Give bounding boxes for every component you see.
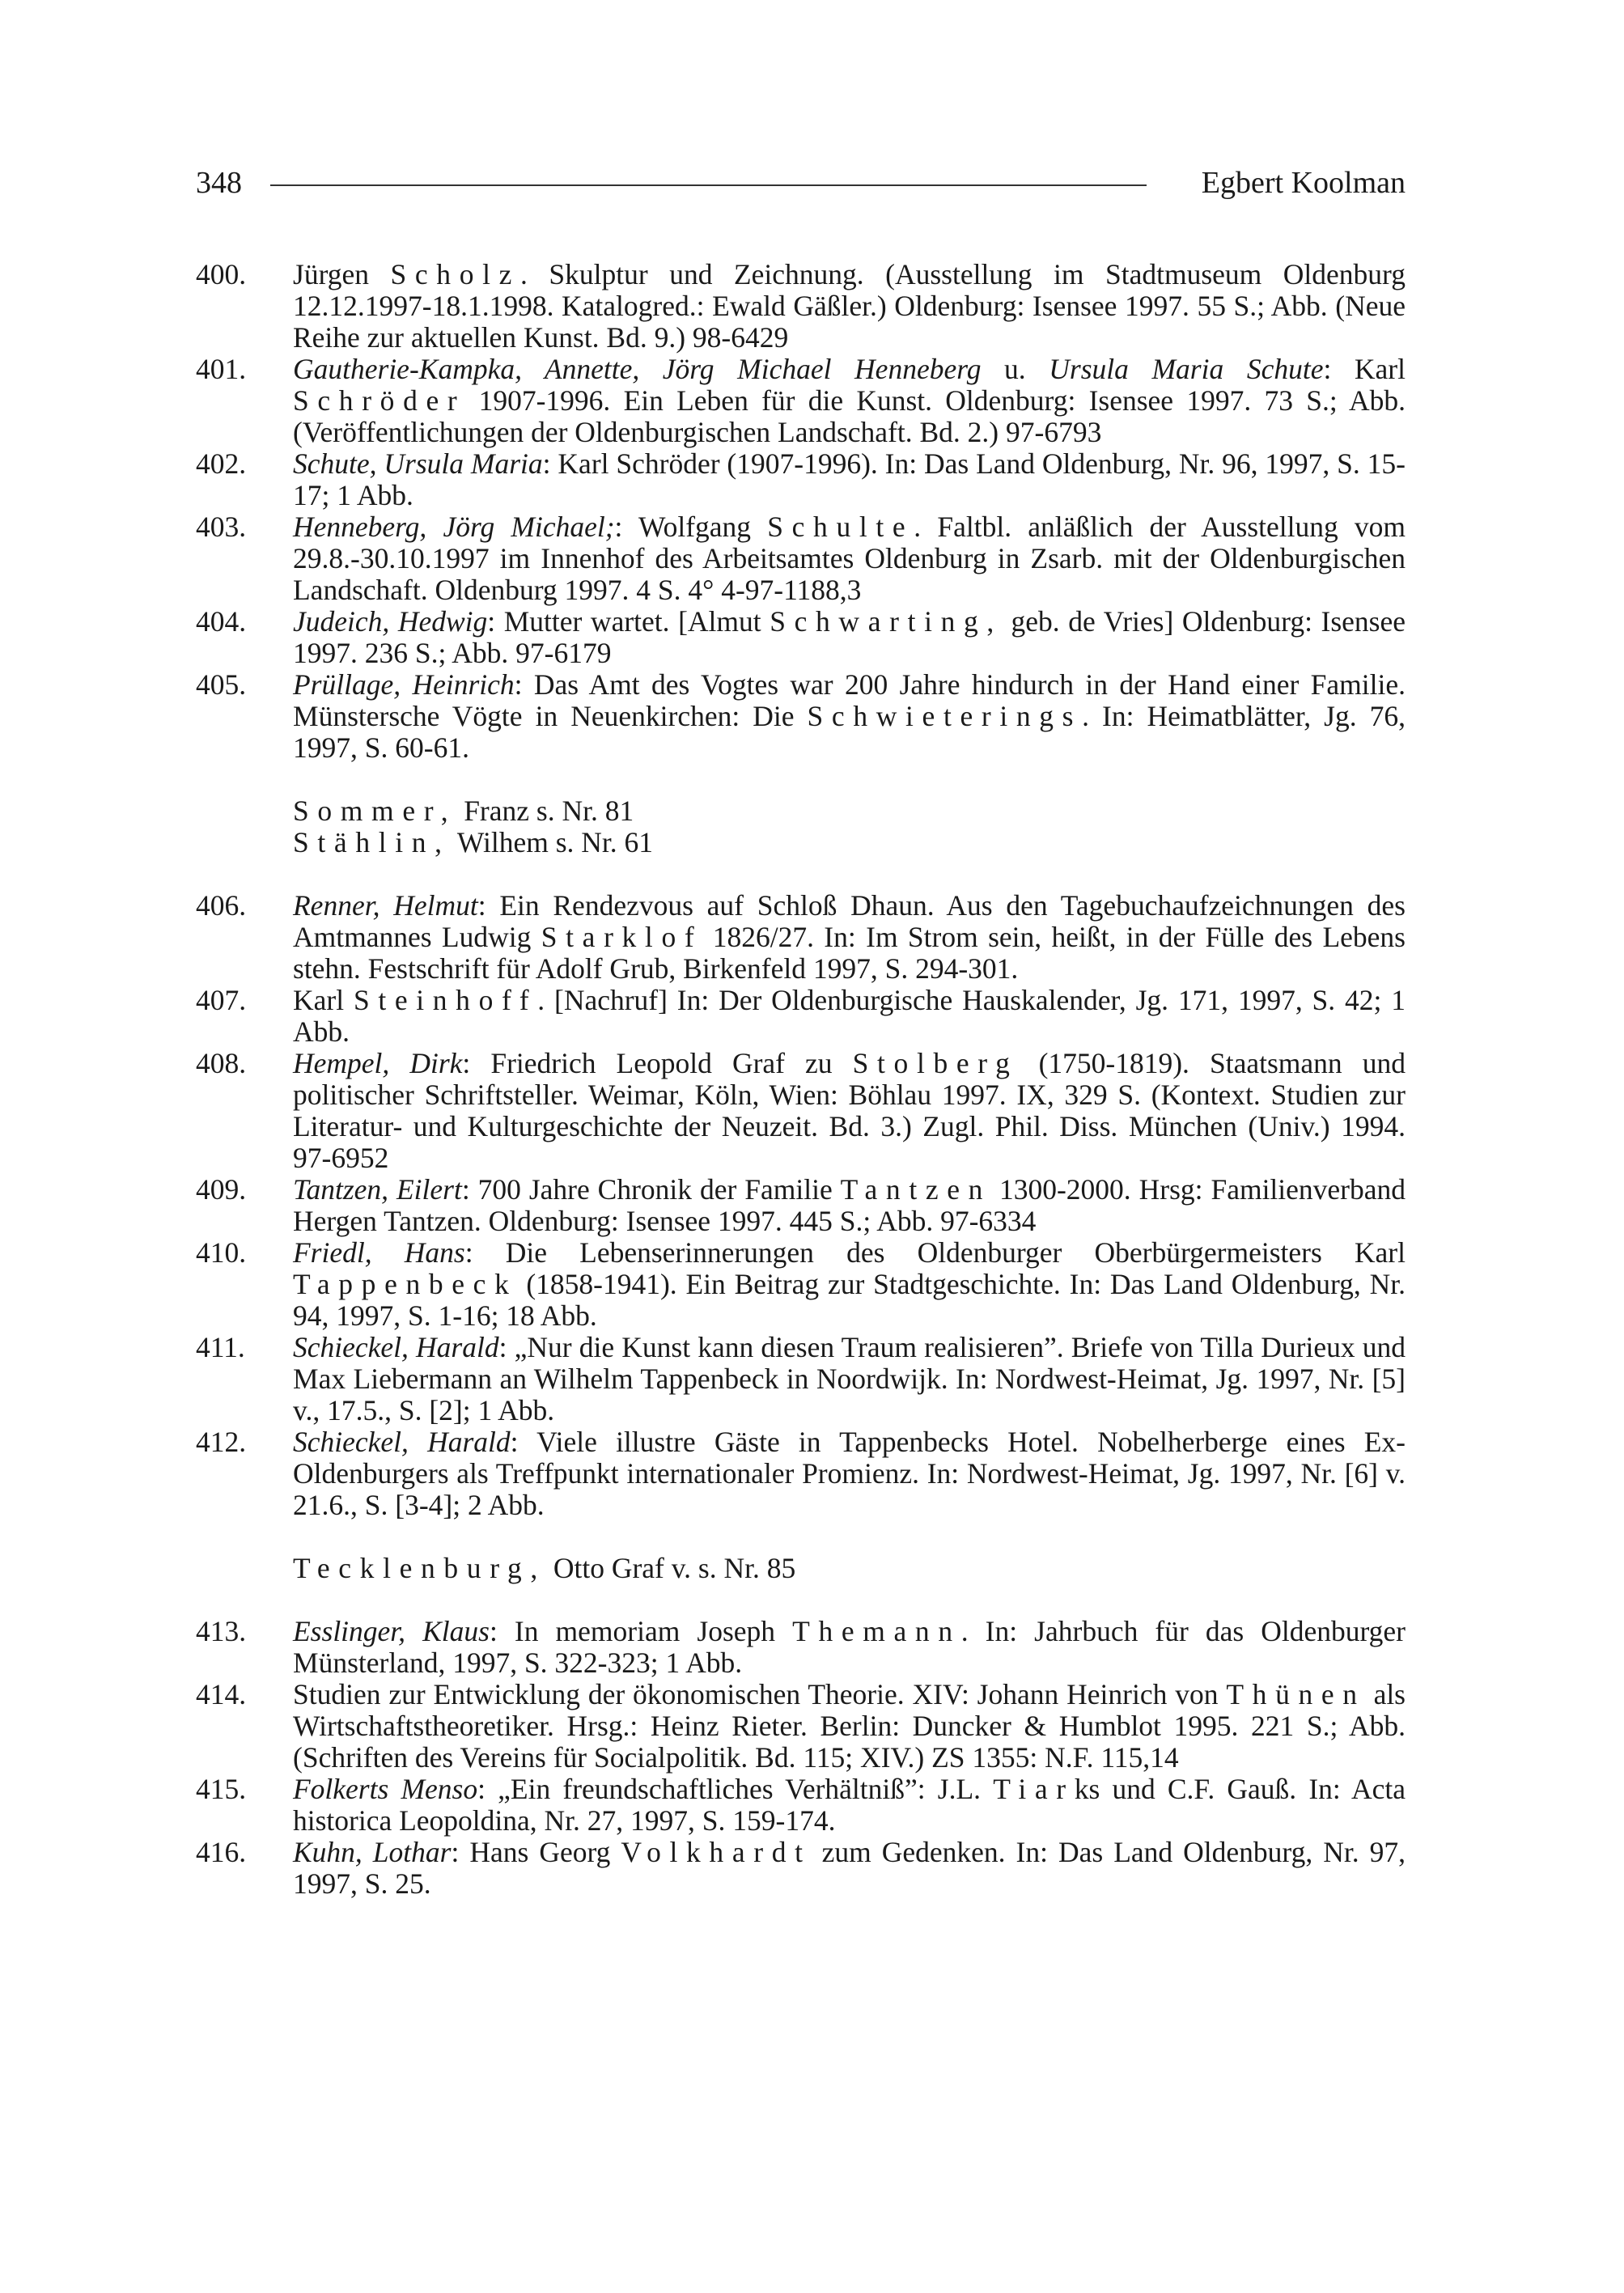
entry-text [293, 606, 1406, 669]
author-name: Schieckel, Harald [293, 1331, 499, 1363]
entry-text-part: : 700 Jahre Chronik der Familie [461, 1173, 841, 1206]
bibliography-entry [196, 1174, 1406, 1237]
bibliography-entry [196, 606, 1406, 669]
entry-number: 413. [196, 1615, 247, 1647]
bibliography-entry [196, 259, 1406, 354]
cross-reference-name: Tecklenburg, [293, 1552, 546, 1584]
entry-text-part: : Hans Georg [451, 1836, 621, 1868]
entry-text-part: 1300-2000. Hrsg: Familienverband Hergen Tantzen. Oldenburg: Isensee 1997. 445 S.; Abb. 97-6334 [293, 1173, 1406, 1237]
entry-text [293, 1048, 1406, 1174]
entry-text-part: als Wirtschaftstheoretiker. Hrsg.: Heinz Rieter. Berlin: Duncker & Humblot 1995. 221 S.; Abb. (Schriften des Vereins für Socialpolitik. Bd. 115; XIV.) ZS 1355: N.F. 115,14 [293, 1678, 1406, 1774]
entry-text-part: : „Nur die Kunst kann diesen Traum realisieren”. Briefe von Tilla Durieux und Max Liebermann an Wilhelm Tappenbeck in Noordwijk. In: Nordwest-Heimat, Jg. 1997, Nr. [5] v., 17.5., S. [2]; 1 Abb. [293, 1331, 1406, 1426]
entry-number: 411. [196, 1331, 245, 1363]
entry-text [293, 1426, 1406, 1521]
bibliography-entry [196, 985, 1406, 1048]
header-rule [270, 184, 1147, 186]
entry-text-part: . Skulptur und Zeichnung. (Ausstellung im Stadtmuseum Oldenburg 12.12.1997-18.1.1998. Katalogred.: Ewald Gäßler.) Oldenburg: Isensee 1997. 55 S.; Abb. (Neue Reihe zur aktuellen Kunst. Bd. 9.) 98-6429 [293, 258, 1406, 354]
entry-text-part: ks und C.F. Gauß. In: Acta historica Leopoldina, Nr. 27, 1997, S. 159-174. [293, 1773, 1406, 1837]
entry-text-part: : Mutter wartet. [Almut [487, 605, 770, 638]
cross-reference-name: Stählin, [293, 826, 451, 858]
entry-text [293, 354, 1406, 448]
entry-text-part: : Ein Rendezvous auf Schloß Dhaun. Aus den Tagebuchaufzeichnungen des Amtmannes Ludwig [293, 889, 1406, 953]
author-name: Esslinger, Klaus [293, 1615, 490, 1647]
entry-text [293, 890, 1406, 985]
subject-name: Thünen [1226, 1678, 1366, 1710]
author-name: Kuhn, Lothar [293, 1836, 452, 1868]
subject-name: Tappenbeck [293, 1268, 518, 1300]
entry-text-part: : Viele illustre Gäste in Tappenbecks Hotel. Nobelherberge eines Ex-Oldenburgers als Treffpunkt internationaler Promienz. In: Nordwest-Heimat, Jg. 1997, Nr. [6] v. 21.6., S. [3-4]; 2 Abb. [293, 1426, 1406, 1521]
entry-text [293, 985, 1406, 1048]
entry-text-part: : Das Amt des Vogtes war 200 Jahre hindurch in der Hand einer Familie. Münstersche Vögte in Neuenkirchen: Die [293, 668, 1406, 732]
entry-text-part: Karl [293, 984, 354, 1016]
cross-reference [196, 827, 1406, 858]
entry-text [293, 259, 1406, 354]
running-head: Egbert Koolman [1201, 166, 1406, 200]
bibliography-entry [196, 1774, 1406, 1837]
cross-reference-name: Sommer, [293, 795, 457, 827]
author-name: Schute, Ursula Maria [293, 447, 543, 480]
bibliography-entry [196, 1048, 1406, 1174]
entry-text [293, 1174, 1406, 1237]
entry-text [293, 1616, 1406, 1679]
author-name: Ursula Maria Schute [1049, 353, 1324, 385]
entry-text [293, 1679, 1406, 1774]
subject-name: Volkhardt [621, 1836, 812, 1868]
entry-number: 407. [196, 984, 247, 1016]
bibliography-entry [196, 669, 1406, 764]
entry-text-part: . Faltbl. anläßlich der Ausstellung vom 29.8.-30.10.1997 im Innenhof des Arbeitsamtes Oldenburg in Zsarb. mit der Oldenburgischen Landschaft. Oldenburg 1997. 4 S. 4° 4-97-1188,3 [293, 511, 1406, 606]
entry-text [293, 1837, 1406, 1900]
subject-name: Schulte [767, 511, 914, 543]
entry-text-part: : Wolfgang [614, 511, 768, 543]
bibliography-list [196, 259, 1406, 1900]
entry-number: 401. [196, 353, 247, 385]
entry-number: 416. [196, 1836, 247, 1868]
bibliography-entry [196, 1616, 1406, 1679]
entry-number: 404. [196, 605, 247, 638]
section-gap [196, 1521, 1406, 1553]
entry-text-part: 1826/27. In: Im Strom sein, heißt, in der Fülle des Lebens stehn. Festschrift für Adolf Grub, Birkenfeld 1997, S. 294-301. [293, 921, 1406, 985]
entry-text-part: . In: Heimatblätter, Jg. 76, 1997, S. 60-61. [293, 700, 1406, 764]
entry-text-part: (1750-1819). Staatsmann und politischer Schriftsteller. Weimar, Köln, Wien: Böhlau 1997. IX, 329 S. (Kontext. Studien zur Literatur- und Kulturgeschichte der Neuzeit. Bd. 3.) Zugl. Phil. Diss. München (Univ.) 1994. 97-6952 [293, 1047, 1406, 1174]
entry-text-part: Studien zur Entwicklung der ökonomischen Theorie. XIV: Johann Heinrich von [293, 1678, 1227, 1710]
author-name: Judeich, Hedwig [293, 605, 488, 638]
author-name: Gautherie-Kampka, Annette, Jörg Michael Henneberg [293, 353, 982, 385]
subject-name: Schröder [293, 384, 466, 417]
entry-number: 415. [196, 1773, 247, 1805]
entry-text [293, 511, 1406, 606]
subject-name: Schwieterings [807, 700, 1083, 732]
cross-reference-target: Franz s. Nr. 81 [456, 795, 634, 827]
entry-number: 408. [196, 1047, 247, 1079]
entry-text-part: : Karl [1323, 353, 1406, 385]
cross-reference [196, 1553, 1406, 1584]
cross-reference [196, 795, 1406, 827]
entry-text-part: : Karl Schröder (1907-1996). In: Das Land Oldenburg, Nr. 96, 1997, S. 15-17; 1 Abb. [293, 447, 1406, 511]
entry-text [293, 448, 1406, 511]
entry-text-part: Jürgen [293, 258, 391, 290]
subject-name: Tiar [993, 1773, 1075, 1805]
entry-number: 406. [196, 889, 247, 922]
subject-name: Themann [792, 1615, 961, 1647]
subject-name: Steinhoff [353, 984, 538, 1016]
entry-text [293, 1237, 1406, 1332]
page-header [196, 159, 1406, 215]
entry-number: 412. [196, 1426, 247, 1458]
entry-text-part: . [Nachruf] In: Der Oldenburgische Hauskalender, Jg. 171, 1997, S. 42; 1 Abb. [293, 984, 1406, 1048]
entry-number: 402. [196, 447, 247, 480]
author-name: Hempel, Dirk [293, 1047, 463, 1079]
entry-number: 409. [196, 1173, 247, 1206]
entry-text-part: (1858-1941). Ein Beitrag zur Stadtgeschichte. In: Das Land Oldenburg, Nr. 94, 1997, S. 1-16; 18 Abb. [293, 1268, 1406, 1332]
author-name: Folkerts Menso [293, 1773, 478, 1805]
entry-text [293, 1332, 1406, 1426]
entry-number: 410. [196, 1236, 247, 1269]
bibliography-entry [196, 354, 1406, 448]
entry-text-part: 1907-1996. Ein Leben für die Kunst. Oldenburg: Isensee 1997. 73 S.; Abb. (Veröffentlichungen der Oldenburgischen Landschaft. Bd. 2.) 97-6793 [293, 384, 1406, 448]
subject-name: Scholz [390, 258, 521, 290]
subject-name: Starklof [541, 921, 703, 953]
entry-number: 400. [196, 258, 247, 290]
page-number: 348 [196, 166, 242, 200]
entry-text [293, 669, 1406, 764]
bibliography-entry [196, 448, 1406, 511]
entry-number: 403. [196, 511, 247, 543]
entry-text-part: geb. de Vries] Oldenburg: Isensee 1997. 236 S.; Abb. 97-6179 [293, 605, 1406, 669]
author-name: Henneberg, Jörg Michael; [293, 511, 615, 543]
author-name: Renner, Helmut [293, 889, 478, 922]
bibliography-entry [196, 890, 1406, 985]
entry-number: 405. [196, 668, 247, 701]
bibliography-entry [196, 1426, 1406, 1521]
bibliography-entry [196, 1237, 1406, 1332]
section-gap [196, 858, 1406, 890]
cross-reference-target: Otto Graf v. s. Nr. 85 [545, 1552, 796, 1584]
cross-reference-target: Wilhem s. Nr. 61 [450, 826, 654, 858]
entry-text [293, 1774, 1406, 1837]
entry-text-part: u. [981, 353, 1049, 385]
entry-text-part: : Die Lebenserinnerungen des Oldenburger Oberbürgermeisters Karl [464, 1236, 1406, 1269]
entry-text-part: : „Ein freundschaftliches Verhältniß”: J.L. [477, 1773, 994, 1805]
author-name: Friedl, Hans [293, 1236, 465, 1269]
entry-text-part: zum Gedenken. In: Das Land Oldenburg, Nr. 97, 1997, S. 25. [293, 1836, 1406, 1900]
entry-text-part: : Friedrich Leopold Graf zu [462, 1047, 853, 1079]
bibliography-entry [196, 1679, 1406, 1774]
entry-text-part: : In memoriam Joseph [489, 1615, 793, 1647]
section-gap [196, 764, 1406, 795]
author-name: Tantzen, Eilert [293, 1173, 462, 1206]
subject-name: Schwarting, [770, 605, 1003, 638]
entry-number: 414. [196, 1678, 247, 1710]
subject-name: Tantzen [840, 1173, 992, 1206]
subject-name: Stolberg [852, 1047, 1019, 1079]
author-name: Prüllage, Heinrich [293, 668, 515, 701]
bibliography-entry [196, 1837, 1406, 1900]
bibliography-entry [196, 1332, 1406, 1426]
section-gap [196, 1584, 1406, 1616]
author-name: Schieckel, Harald [293, 1426, 511, 1458]
entry-text-part: . In: Jahrbuch für das Oldenburger Münsterland, 1997, S. 322-323; 1 Abb. [293, 1615, 1406, 1679]
bibliography-entry [196, 511, 1406, 606]
